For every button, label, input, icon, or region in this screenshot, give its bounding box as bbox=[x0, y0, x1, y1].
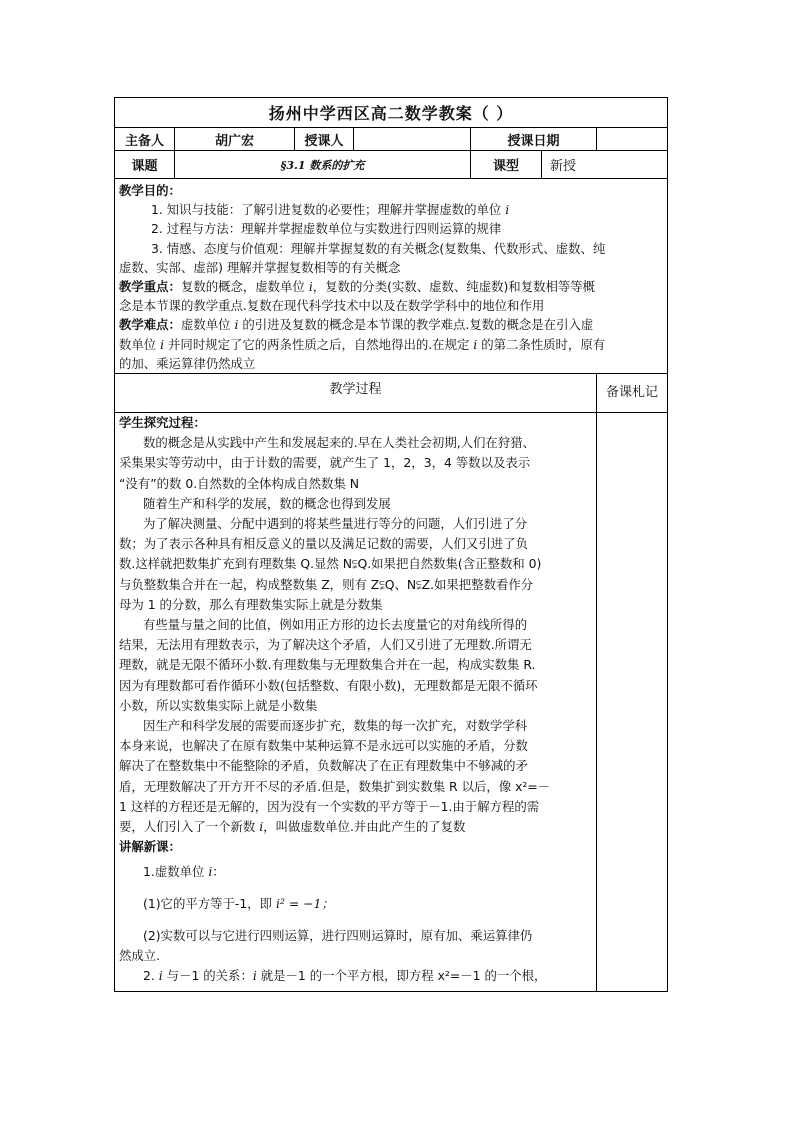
difficulties-end: 的加、乘运算律仍然成立 bbox=[119, 355, 256, 371]
p4-line1: 有些量与量之间的比值，例如用正方形的边长去度量它的对角线所得的 bbox=[143, 617, 528, 633]
p2: 随着生产和科学的发展，数的概念也得到发展 bbox=[143, 495, 391, 511]
p4-line3: 理数，就是无限不循环小数.有理数集与无理数集合并在一起，构成实数集 R. bbox=[119, 657, 536, 673]
p3-line4: 与负整数集合并在一起，构成整数集 Z，则有 Z⫋Q、N⫋Z.如果把整数看作分 bbox=[119, 576, 534, 592]
objective-1: 1. 知识与技能：了解引进复数的必要性；理解并掌握虚数的单位 i bbox=[151, 202, 510, 218]
p5-line5: 1 这样的方程还是无解的，因为没有一个实数的平方等于－1.由于解方程的需 bbox=[119, 798, 540, 814]
teacher-value bbox=[354, 128, 471, 151]
new-2: (1)它的平方等于-1，即 i² = −1； bbox=[143, 895, 334, 911]
new-4: 2. i 与－1 的关系：i 就是－1 的一个平方根，即方程 x²=－1 的一个根， bbox=[143, 968, 547, 984]
p1-line1: 数的概念是从实践中产生和发展起来的.早在人类社会初期,人们在狩猎、 bbox=[143, 435, 535, 451]
p4-line5: 小数，所以实数集实际上就是小数集 bbox=[119, 697, 318, 713]
p5-line3: 解决了在整数集中不能整除的矛盾，负数解决了在正有理数集中不够减的矛 bbox=[119, 758, 528, 774]
topic-text: §3.1 数系的扩充 bbox=[280, 158, 365, 172]
p3-line3: 数.这样就把数集扩充到有理数集 Q.显然 N⫋Q.如果把自然数集(含正整数和 0) bbox=[119, 556, 542, 572]
p4-line2: 结果，无法用有理数表示，为了解决这个矛盾，人们又引进了无理数.所谓无 bbox=[119, 637, 532, 653]
type-value: 新授 bbox=[542, 151, 668, 179]
p5-line4: 盾，无理数解决了开方开不尽的矛盾.但是，数集扩到实数集 R 以后，像 x²=－ bbox=[119, 778, 551, 794]
lesson-plan-table bbox=[114, 97, 668, 992]
new-3-line1: (2)实数可以与它进行四则运算，进行四则运算时，原有加、乘运算律仍 bbox=[143, 927, 533, 943]
explore-heading: 学生探究过程： bbox=[119, 415, 206, 431]
p3-line2: 数；为了表示各种具有相反意义的量以及满足记数的需要，人们又引进了负 bbox=[119, 536, 528, 552]
type-label: 课型 bbox=[471, 151, 542, 179]
doc-title: 扬州中学西区高二数学教案（ ） bbox=[115, 98, 668, 128]
equation: i² = −1； bbox=[275, 895, 334, 911]
new-lesson-heading: 讲解新课： bbox=[119, 839, 181, 855]
objective-3a: 3. 情感、态度与价值观：理解并掌握复数的有关概念(复数集、代数形式、虚数、纯 bbox=[151, 240, 606, 256]
process-header: 教学过程 bbox=[115, 374, 597, 413]
teacher-label: 授课人 bbox=[295, 128, 354, 151]
objective-3b: 虚数、实部、虚部) 理解并掌握复数相等的有关概念 bbox=[119, 259, 401, 275]
p5-line6: 要，人们引入了一个新数 i，叫做虚数单位.并由此产生的了复数 bbox=[119, 819, 466, 835]
new-1: 1.虚数单位 i： bbox=[143, 863, 225, 879]
key-points-cont: 念是本节课的教学重点.复数在现代科学技术中以及在数学学科中的地位和作用 bbox=[119, 298, 545, 314]
preparer-label: 主备人 bbox=[115, 128, 175, 151]
difficulties: 教学难点：虚数单位 i 的引进及复数的概念是本节课的教学难点.复数的概念是在引入虚 bbox=[119, 317, 594, 333]
p3-line1: 为了解决测量、分配中遇到的将某些量进行等分的问题，人们引进了分 bbox=[143, 516, 528, 532]
objectives-section bbox=[115, 179, 668, 374]
p4-line4: 因为有理数都可看作循环小数(包括整数、有限小数)，无理数都是无限不循环 bbox=[119, 677, 538, 693]
process-body bbox=[115, 413, 597, 992]
notes-body bbox=[597, 413, 668, 992]
p1-line3: “没有”的数 0.自然数的全体构成自然数集 N bbox=[119, 475, 360, 491]
topic-value bbox=[175, 151, 471, 179]
p3-line5: 母为 1 的分数，那么有理数集实际上就是分数集 bbox=[119, 596, 383, 612]
p5-line2: 本身来说，也解决了在原有数集中某种运算不是永远可以实施的矛盾，分数 bbox=[119, 738, 528, 754]
difficulties-cont: 数单位 i 并同时规定了它的两条性质之后，自然地得出的.在规定 i 的第二条性质时，原有 bbox=[119, 336, 606, 352]
date-value bbox=[597, 128, 668, 151]
p5-line1: 因生产和科学发展的需要而逐步扩充，数集的每一次扩充，对数学学科 bbox=[143, 718, 528, 734]
objectives-heading: 教学目的： bbox=[119, 183, 181, 198]
objective-2: 2. 过程与方法：理解并掌握虚数单位与实数进行四则运算的规律 bbox=[151, 221, 502, 237]
p1-line2: 采集果实等劳动中，由于计数的需要，就产生了 1，2，3，4 等数以及表示 bbox=[119, 455, 531, 471]
preparer-value: 胡广宏 bbox=[175, 128, 295, 151]
notes-header: 备课札记 bbox=[597, 374, 668, 413]
date-label: 授课日期 bbox=[471, 128, 597, 151]
key-points: 教学重点：复数的概念，虚数单位 i，复数的分类(实数、虚数、纯虚数)和复数相等等概 bbox=[119, 279, 596, 295]
topic-label: 课题 bbox=[115, 151, 175, 179]
new-3-line2: 然成立. bbox=[119, 947, 161, 963]
